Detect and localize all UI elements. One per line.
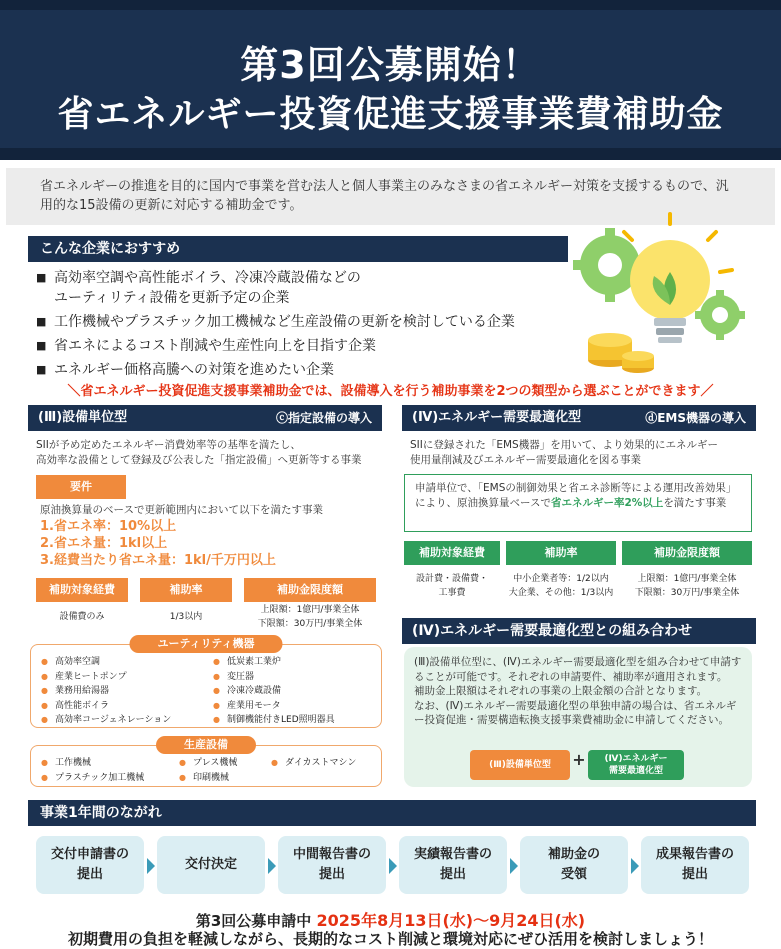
arrow-right-icon xyxy=(268,858,276,874)
type3-val-limit: 上限額：1億円/事業全体 下限額：30万円/事業全体 xyxy=(257,605,363,629)
utility-title: ユーティリティ機器 xyxy=(129,635,282,653)
production-equipment-panel xyxy=(30,738,382,787)
list-item: ● 高効率空調 xyxy=(41,655,171,670)
arrow-right-icon xyxy=(631,858,639,874)
header-stripe xyxy=(0,148,781,160)
coins-icon xyxy=(588,333,654,373)
list-item: ● 高性能ボイラ xyxy=(41,699,171,714)
type4-val-limit: 上限額：1億円/事業全体 下限額：30万円/事業全体 xyxy=(634,574,740,598)
type3-head-cost: 補助対象経費 xyxy=(36,578,128,602)
requirement-list xyxy=(40,518,276,569)
period-dates: 2025年8月13日(水)～9月24日(水) xyxy=(316,911,586,930)
flow-step-3: 中間報告書の 提出 xyxy=(278,836,386,894)
ems-requirement-box xyxy=(404,474,752,532)
requirement-intro: 原油換算量のベースで更新範囲内において以下を満たす事業 xyxy=(40,504,323,516)
type4-val-rate: 中小企業者等：1/2以内 大企業、その他：1/3以内 xyxy=(508,574,614,598)
plus-sign: + xyxy=(572,750,586,769)
list-item: ● 冷凍冷蔵設備 xyxy=(213,684,335,699)
utility-equipment-panel xyxy=(30,637,382,728)
list-item: ● プラスチック加工機械 xyxy=(41,771,144,786)
list-item: ● 工作機械 xyxy=(41,756,144,771)
flow-heading: 事業1年間のながれ xyxy=(28,800,756,826)
arrow-right-icon xyxy=(389,858,397,874)
type-selection-banner: ＼省エネルギー投資促進支援事業補助金では、設備導入を行う補助事業を2つの類型から選ぶことができます／ xyxy=(67,384,714,399)
combination-text: (Ⅲ)設備単位型に、(Ⅳ)エネルギー需要最適化型を組み合わせて申請することが可能です。それぞれの申請要件、補助率が適用されます。 補助金上限額はそれぞれの事業の上限金額の合計となります。 なお、(Ⅳ)エネルギー需要最適化型の単独申請の場合は、省エネルギー投資促進・需要構造転換支援事業費補助金に申請してください。 xyxy=(414,656,742,726)
type4-head-limit: 補助金限度額 xyxy=(622,541,752,565)
type4-chip: (Ⅳ)エネルギー 需要最適化型 xyxy=(588,750,684,780)
list-item: ■ エネルギー価格高騰への対策を進めたい企業 xyxy=(36,360,556,380)
utility-list-right xyxy=(213,655,335,728)
ems-box-highlight: 省エネルギー率2%以上 xyxy=(550,497,664,509)
type4-title: (Ⅳ)エネルギー需要最適化型 xyxy=(412,410,582,425)
requirement-item: 2.省エネ量：1kl以上 xyxy=(40,536,168,551)
page-title-line1: 第3回公募開始！ xyxy=(240,43,541,87)
list-item: ● 低炭素工業炉 xyxy=(213,655,335,670)
list-item: ■ 工作機械やプラスチック加工機械など生産設備の更新を検討している企業 xyxy=(36,312,556,332)
page-title-line2: 省エネルギー投資促進支援事業費補助金 xyxy=(57,94,724,135)
list-item: ● 産業ヒートポンプ xyxy=(41,670,171,685)
utility-list-left xyxy=(41,655,171,728)
production-list-col3 xyxy=(271,756,356,771)
list-item: ● 変圧器 xyxy=(213,670,335,685)
flow-step-1: 交付申請書の 提出 xyxy=(36,836,144,894)
closing-message: 初期費用の負担を軽減しながら、長期的なコスト削減と環境対応にぜひ活用を検討しましょう！ xyxy=(67,930,713,948)
type3-val-rate: 1/3以内 xyxy=(169,612,203,622)
combination-heading: (Ⅳ)エネルギー需要最適化型との組み合わせ xyxy=(402,618,756,644)
arrow-right-icon xyxy=(510,858,518,874)
list-item: ● 制御機能付きLED照明器具 xyxy=(213,713,335,728)
type4-description: SIIに登録された「EMS機器」を用いて、より効果的にエネルギー 使用量削減及びエネルギー需要最適化を図る事業 xyxy=(410,439,719,466)
type3-head-limit: 補助金限度額 xyxy=(244,578,376,602)
header-stripe xyxy=(0,0,781,10)
flow-step-2: 交付決定 xyxy=(157,836,265,894)
production-title: 生産設備 xyxy=(156,736,256,754)
type4-heading xyxy=(402,405,756,431)
flow-step-6: 成果報告書の 提出 xyxy=(641,836,749,894)
list-item: ● プレス機械 xyxy=(179,756,237,771)
arrow-right-icon xyxy=(147,858,155,874)
lightbulb-gears-illustration xyxy=(570,210,750,380)
requirement-item: 1.省エネ率：10%以上 xyxy=(40,519,177,534)
type3-heading xyxy=(28,405,382,431)
flow-step-5: 補助金の 受領 xyxy=(520,836,628,894)
production-list-col1 xyxy=(41,756,144,785)
type3-chip: (Ⅲ)設備単位型 xyxy=(470,750,570,780)
list-item: ● 業務用給湯器 xyxy=(41,684,171,699)
type4-val-cost: 設計費・設備費・ 工事費 xyxy=(415,574,488,598)
combination-box xyxy=(404,647,752,787)
type3-head-rate: 補助率 xyxy=(140,578,232,602)
list-item: ■ 省エネによるコスト削減や生産性向上を目指す企業 xyxy=(36,336,556,356)
requirement-label: 要件 xyxy=(36,475,126,499)
ems-box-text: 申請単位で、「EMSの制御効果と省エネ診断等による運用改善効果」により、原油換算量ベースで xyxy=(415,482,737,509)
list-item: ● 産業用モータ xyxy=(213,699,335,714)
header-banner xyxy=(0,0,781,160)
period-label: 第3回公募申請中 xyxy=(195,912,317,930)
list-item: ■ 高効率空調や高性能ボイラ、冷凍冷蔵設備などの ユーティリティ設備を更新予定の企業 xyxy=(36,268,556,308)
type3-title: (Ⅲ)設備単位型 xyxy=(38,410,128,425)
production-list-col2 xyxy=(179,756,237,785)
recommend-list xyxy=(36,268,556,384)
ems-box-text-end: を満たす事業 xyxy=(663,497,727,509)
type3-description: SIIが予め定めたエネルギー消費効率等の基準を満たし、 高効率な設備として登録及び公表した「指定設備」へ更新等する事業 xyxy=(36,439,362,466)
type4-head-cost: 補助対象経費 xyxy=(404,541,500,565)
recommend-heading: こんな企業におすすめ xyxy=(28,236,568,262)
list-item: ● ダイカストマシン xyxy=(271,756,356,771)
type3-val-cost: 設備費のみ xyxy=(59,612,105,622)
lightbulb-icon xyxy=(630,240,710,343)
flow-step-4: 実績報告書の 提出 xyxy=(399,836,507,894)
intro-text: 省エネルギーの推進を目的に国内で事業を営む法人と個人事業主のみなさまの省エネルギー対策を支援するもので、汎用的な15設備の更新に対応する補助金です。 xyxy=(6,168,775,225)
type4-tag: ⓓEMS機器の導入 xyxy=(645,411,746,425)
requirement-item: 3.経費当たり省エネ量：1kl/千万円以上 xyxy=(40,553,276,568)
list-item: ● 印刷機械 xyxy=(179,771,237,786)
type3-tag: ⓒ指定設備の導入 xyxy=(275,411,372,425)
list-item: ● 高効率コージェネレーション xyxy=(41,713,171,728)
type4-head-rate: 補助率 xyxy=(506,541,616,565)
